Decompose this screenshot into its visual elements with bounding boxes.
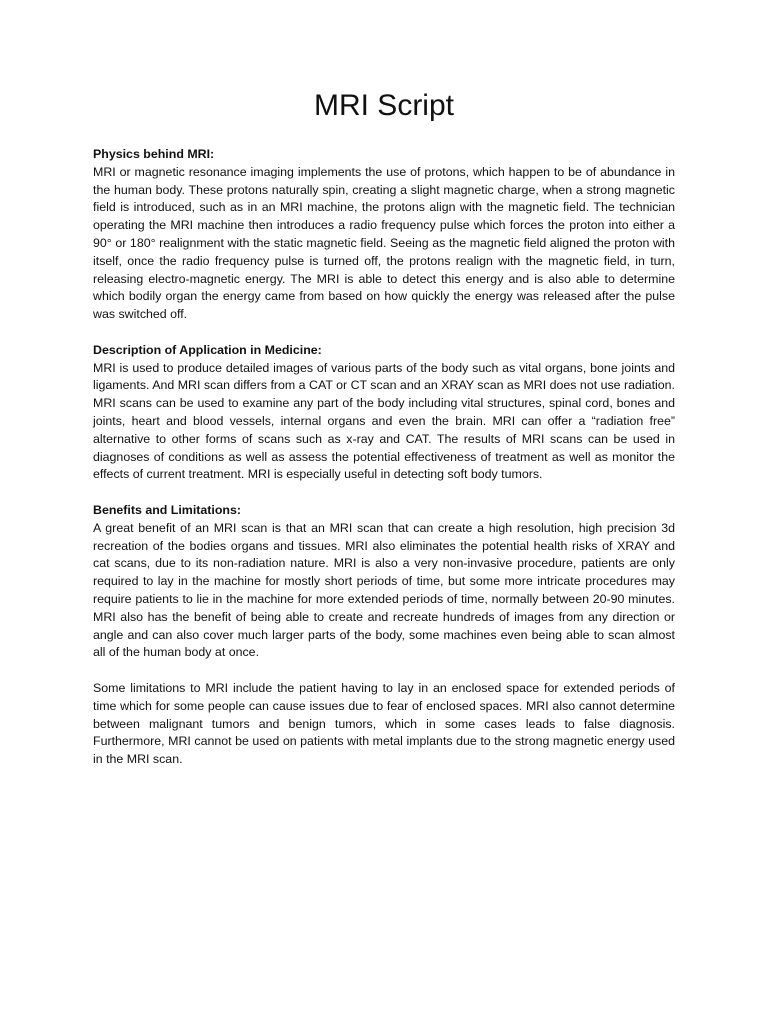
section-application bbox=[93, 342, 675, 484]
section-physics bbox=[93, 146, 675, 324]
section-paragraph: Some limitations to MRI include the patient having to lay in an enclosed space for extended periods of time which for some people can cause issues due to fear of enclosed spaces. MRI also cannot determine between malignant tumors and benign tumors, which in some cases leads to false diagnosis. Furthermore, MRI cannot be used on patients with metal implants due to the strong magnetic energy used in the MRI scan. bbox=[93, 680, 675, 767]
section-paragraph: MRI is used to produce detailed images of various parts of the body such as vital organs, bone joints and ligaments. And MRI scan differs from a CAT or CT scan and an XRAY scan as MRI does not use radiation. MRI scans can be used to examine any part of the body including vital structures, spinal cord, bones and joints, heart and blood vessels, internal organs and even the brain. MRI can offer a “radiation free” alternative to other forms of scans such as x-ray and CAT. The results of MRI scans can be used in diagnoses of conditions as well as assess the potential effectiveness of treatment as well as monitor the effects of current treatment. MRI is especially useful in detecting soft body tumors. bbox=[93, 360, 675, 482]
section-heading: Physics behind MRI: bbox=[93, 147, 215, 161]
document-body bbox=[93, 146, 675, 787]
section-limitations bbox=[93, 680, 675, 769]
page-title: MRI Script bbox=[313, 89, 454, 122]
section-heading: Benefits and Limitations: bbox=[93, 502, 242, 517]
section-paragraph: MRI or magnetic resonance imaging implements the use of protons, which happen to be of abundance in the human body. These protons naturally spin, creating a slight magnetic charge, when a strong magnetic field is introduced, such as in an MRI machine, the protons align with the magnetic field. The technician operating the MRI machine then introduces a radio frequency pulse which forces the proton into either a 90° or 180° realignment with the static magnetic field. Seeing as the magnetic field aligned the proton with itself, once the radio frequency pulse is turned off, the protons realign with the magnetic field, in turn, releasing electro-magnetic energy. The MRI is able to detect this energy and is also able to determine which bodily organ the energy came from based on how quickly the energy was released after the pulse was switched off. bbox=[93, 164, 675, 322]
section-benefits bbox=[93, 502, 675, 662]
section-heading: Description of Application in Medicine: bbox=[93, 342, 322, 357]
section-paragraph: A great benefit of an MRI scan is that an MRI scan that can create a high resolution, high precision 3d recreation of the bodies organs and tissues. MRI also eliminates the potential health risks of XRAY and cat scans, due to its non-radiation nature. MRI is also a very non-invasive procedure, patients are only required to lay in the machine for mostly short periods of time, but some more intricate procedures may require patients to lie in the machine for more extended periods of time, normally between 20-90 minutes. MRI also has the benefit of being able to create and recreate hundreds of images from any direction or angle and can also cover much larger parts of the body, some machines even being able to scan almost all of the human body at once. bbox=[93, 520, 675, 660]
